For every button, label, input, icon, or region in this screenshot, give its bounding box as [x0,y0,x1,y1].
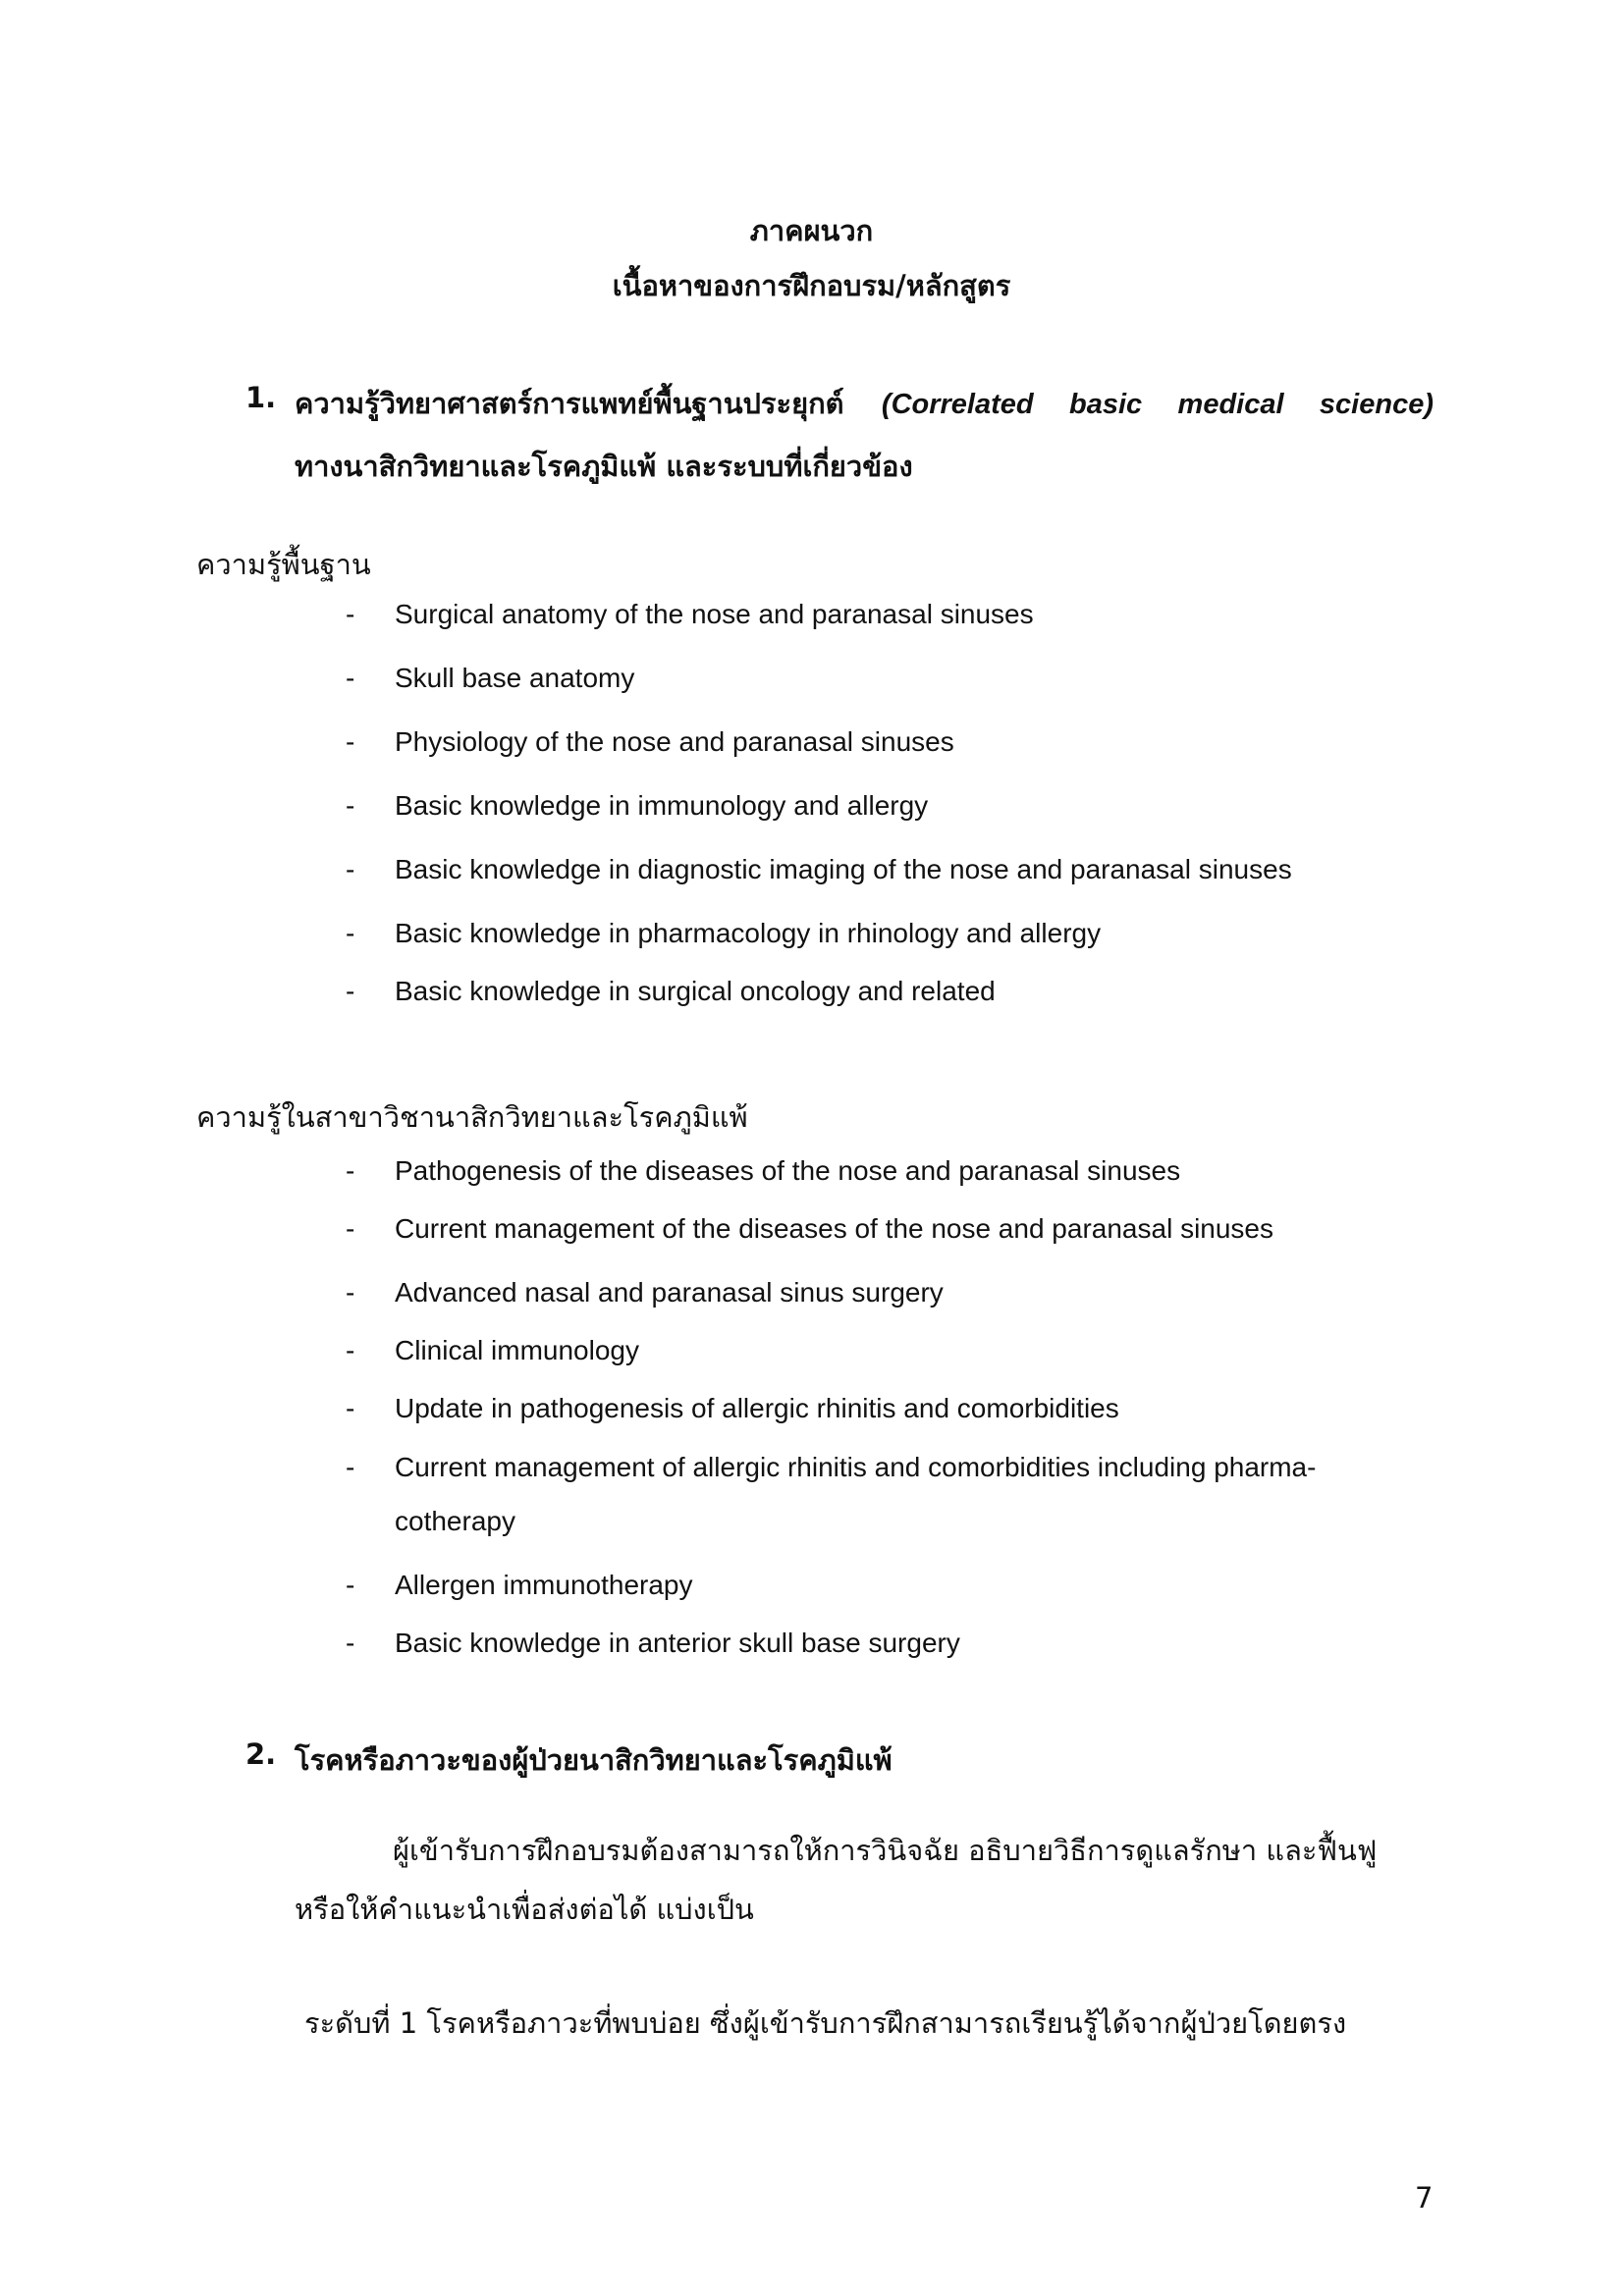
basic-item-3: Physiology of the nose and paranasal sinuses [395,726,954,757]
section1-number: 1. [245,381,277,414]
specialty-item-6-continuation: cotherapy [395,1506,515,1536]
bullet-dash: - [346,1155,355,1186]
section2-title: โรคหรือภาวะของผู้ป่วยนาสิกวิทยาและโรคภูมิแพ้ [295,1743,893,1777]
specialty-item-2: Current management of the diseases of the nose and paranasal sinuses [395,1213,1274,1244]
section2-level1: ระดับที่ 1 โรคหรือภาวะที่พบบ่อย ซึ่งผู้เข้ารับการฝึกสามารถเรียนรู้ได้จากผู้ป่วยโดยตรง [304,2006,1347,2040]
section2-para-line2: หรือให้คำแนะนำเพื่อส่งต่อได้ แบ่งเป็น [295,1893,754,1926]
bullet-dash: - [346,663,355,693]
basic-item-2: Skull base anatomy [395,663,635,693]
section1-title-en: (Correlated basic medical science) [881,389,1434,420]
basic-item-7: Basic knowledge in surgical oncology and related [395,976,996,1006]
bullet-dash: - [346,1213,355,1244]
specialty-item-8: Basic knowledge in anterior skull base surgery [395,1628,960,1658]
specialty-item-5: Update in pathogenesis of allergic rhinitis and comorbidities [395,1393,1119,1423]
page-number: 7 [1415,2181,1434,2215]
bullet-dash: - [346,1393,355,1423]
section2-para-line1: ผู้เข้ารับการฝึกอบรมต้องสามารถให้การวินิจฉัย อธิบายวิธีการดูแลรักษา และฟื้นฟู [393,1834,1378,1867]
appendix-subtitle: เนื้อหาของการฝึกอบรม/หลักสูตร [612,269,1011,302]
basic-knowledge-heading: ความรู้พื้นฐาน [196,548,371,581]
specialty-item-1: Pathogenesis of the diseases of the nose and paranasal sinuses [395,1155,1181,1186]
specialty-item-6: Current management of allergic rhinitis and comorbidities including pharma- [395,1452,1317,1482]
bullet-dash: - [346,726,355,757]
bullet-dash: - [346,1628,355,1658]
bullet-dash: - [346,599,355,629]
section2-number: 2. [245,1737,277,1771]
basic-item-6: Basic knowledge in pharmacology in rhinology and allergy [395,918,1102,948]
basic-item-1: Surgical anatomy of the nose and paranasal sinuses [395,599,1034,629]
basic-item-5: Basic knowledge in diagnostic imaging of the nose and paranasal sinuses [395,854,1292,884]
specialty-knowledge-heading: ความรู้ในสาขาวิชานาสิกวิทยาและโรคภูมิแพ้ [196,1100,748,1134]
section1-title-line1 [295,381,1434,426]
section1-title-thai: ความรู้วิทยาศาสตร์การแพทย์พื้นฐานประยุกต์ [295,387,844,420]
bullet-dash: - [346,854,355,884]
specialty-item-7: Allergen immunotherapy [395,1570,693,1600]
bullet-dash: - [346,1335,355,1365]
bullet-dash: - [346,1570,355,1600]
bullet-dash: - [346,1452,355,1482]
bullet-dash: - [346,918,355,948]
specialty-item-4: Clinical immunology [395,1335,639,1365]
section1-title-line2: ทางนาสิกวิทยาและโรคภูมิแพ้ และระบบที่เกี่ยวข้อง [295,450,913,483]
appendix-title: ภาคผนวก [749,214,874,247]
bullet-dash: - [346,976,355,1006]
bullet-dash: - [346,790,355,821]
basic-item-4: Basic knowledge in immunology and allergy [395,790,929,821]
specialty-item-3: Advanced nasal and paranasal sinus surgery [395,1277,944,1308]
bullet-dash: - [346,1277,355,1308]
